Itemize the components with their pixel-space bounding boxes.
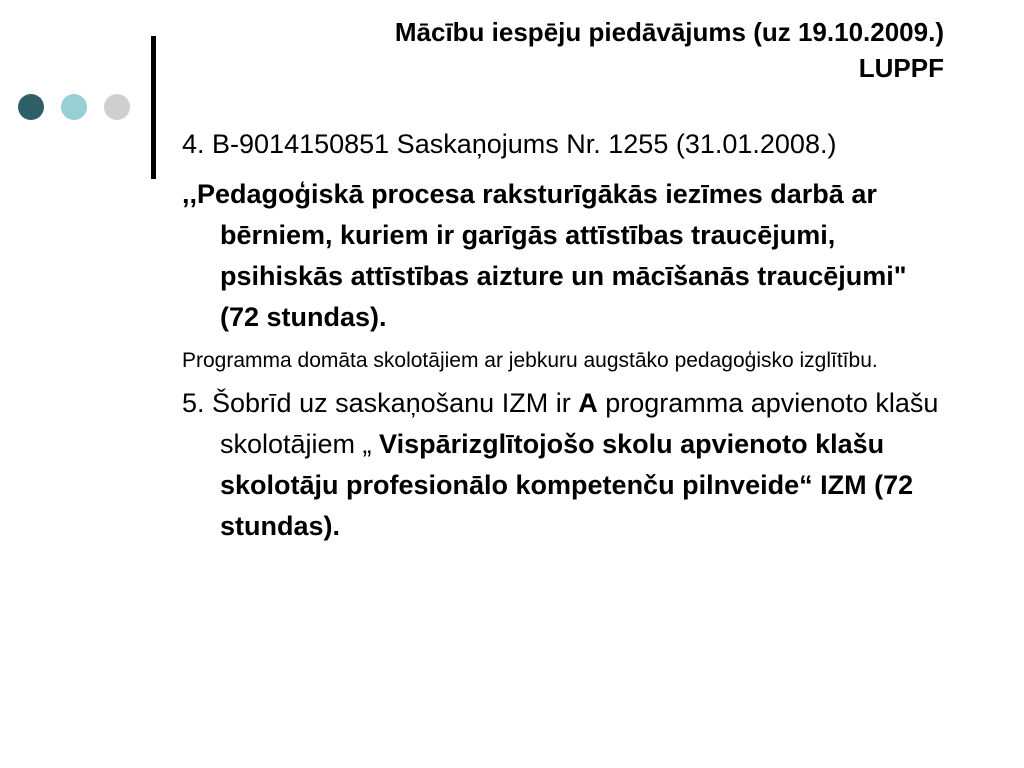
vertical-divider <box>151 36 156 179</box>
decorative-dot-dark <box>18 94 44 120</box>
item-5-program-title: Vispārizglītojošo skolu apvienoto klašu skolotāju profesionālo kompetenču pilnveide“ IZM (72 stundas). <box>220 429 914 541</box>
list-item-5 <box>182 383 952 547</box>
slide-title-line-1: Mācību iespēju piedāvājums (uz 19.10.2009.) <box>394 17 944 47</box>
slide-body <box>182 124 952 547</box>
course-title: ,,Pedagoģiskā procesa raksturīgākās iezīmes darbā ar bērniem, kuriem ir garīgās attīstības traucējumi, psihiskās attīstības aizture un mācīšanās traucējumi" (72 stundas). <box>182 179 907 332</box>
decorative-dot-gray <box>104 94 130 120</box>
item-5-text-middle: programma apvienoto klašu skolotājiem „ <box>220 388 939 459</box>
decorative-dot-teal <box>61 94 87 120</box>
slide-title <box>184 14 944 86</box>
list-item-4: 4. B-9014150851 Saskaņojums Nr. 1255 (31.01.2008.) <box>182 129 837 159</box>
item-5-text-start: 5. Šobrīd uz saskaņošanu IZM ir <box>182 388 579 418</box>
item-5-program-letter: A <box>578 388 598 418</box>
program-note: Programma domāta skolotājiem ar jebkuru augstāko pedagoģisko izglītību. <box>182 349 878 372</box>
slide-title-line-2: LUPPF <box>858 53 944 83</box>
